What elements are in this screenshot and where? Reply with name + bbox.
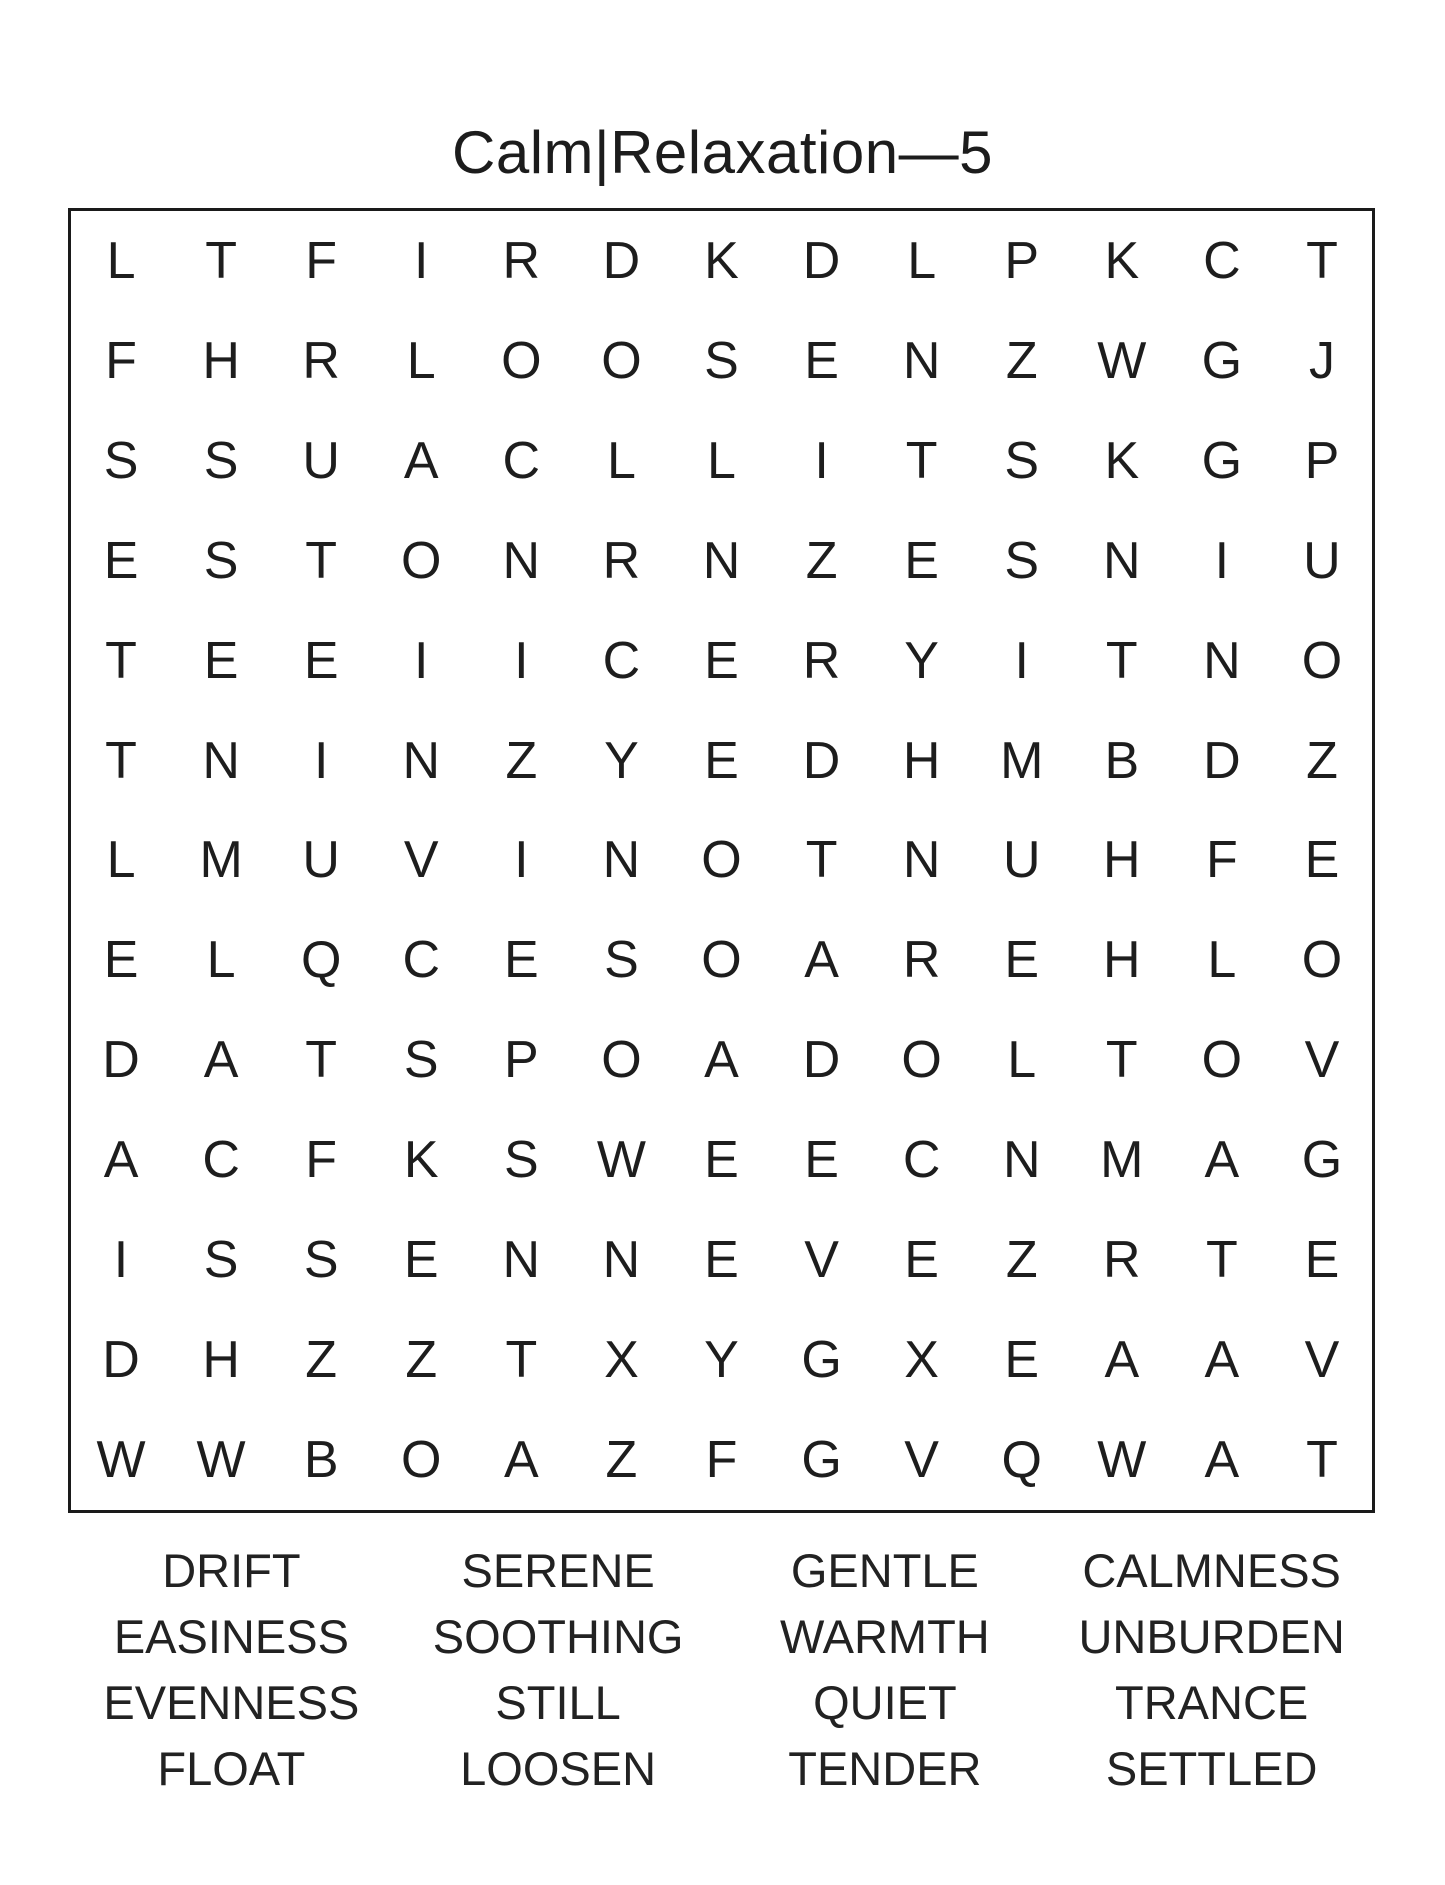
grid-letter-r13c8: G xyxy=(801,1431,842,1490)
grid-letter-r11c9: E xyxy=(904,1231,939,1290)
grid-letter-r11c2: S xyxy=(203,1231,239,1290)
grid-letter-r6c4: N xyxy=(402,731,441,790)
grid-letter-r11c10: Z xyxy=(1005,1231,1038,1290)
grid-letter-r5c8: R xyxy=(802,631,841,690)
grid-letter-r12c9: X xyxy=(904,1331,939,1390)
grid-letter-r9c8: D xyxy=(802,1031,841,1090)
grid-letter-r13c2: W xyxy=(196,1431,246,1490)
grid-letter-r6c1: T xyxy=(105,731,137,790)
grid-letter-r10c4: K xyxy=(403,1131,439,1190)
grid-letter-r3c1: S xyxy=(103,431,139,490)
grid-letter-r1c10: P xyxy=(1004,231,1040,290)
grid-letter-r9c13: V xyxy=(1304,1031,1340,1090)
grid-letter-r11c4: E xyxy=(403,1231,439,1290)
grid-letter-r8c4: C xyxy=(402,931,441,990)
grid-letter-r2c4: L xyxy=(406,331,436,390)
grid-letter-r5c10: I xyxy=(1014,631,1029,690)
grid-letter-r7c5: I xyxy=(514,831,529,890)
grid-letter-r13c11: W xyxy=(1097,1431,1147,1490)
grid-letter-r4c10: S xyxy=(1004,531,1040,590)
grid-letter-r3c8: I xyxy=(814,431,829,490)
grid-letter-r9c4: S xyxy=(403,1031,439,1090)
grid-letter-r4c13: U xyxy=(1303,531,1341,590)
grid-letter-r8c6: S xyxy=(604,931,639,990)
puzzle-title: Calm|Relaxation—5 xyxy=(452,119,993,186)
word-column-2 xyxy=(395,1538,722,1802)
word-item: TRANCE xyxy=(1115,1676,1309,1729)
grid-letter-r1c4: I xyxy=(414,231,429,290)
grid-letter-r6c10: M xyxy=(1000,731,1044,790)
word-item: SETTLED xyxy=(1105,1742,1318,1795)
grid-letter-r12c2: H xyxy=(202,1331,240,1390)
grid-letter-r12c5: T xyxy=(505,1331,538,1390)
grid-letter-r5c2: E xyxy=(203,631,239,690)
word-item: WARMTH xyxy=(780,1610,990,1663)
grid-letter-r1c6: D xyxy=(602,231,641,290)
word-item: STILL xyxy=(495,1676,621,1729)
grid-letter-r10c9: C xyxy=(902,1131,941,1190)
grid-letter-r12c12: A xyxy=(1204,1331,1240,1390)
grid-letter-r4c8: Z xyxy=(805,531,838,590)
grid-letter-r7c12: F xyxy=(1206,831,1238,890)
grid-letter-r13c10: Q xyxy=(1001,1431,1042,1490)
grid-letter-r5c7: E xyxy=(704,631,739,690)
grid-letter-r7c1: L xyxy=(106,831,136,890)
grid-letter-r4c2: S xyxy=(203,531,239,590)
grid-letter-r4c11: N xyxy=(1103,531,1141,590)
word-item: FLOAT xyxy=(157,1742,306,1795)
grid-letter-r5c4: I xyxy=(414,631,429,690)
grid-letter-r7c8: T xyxy=(805,831,838,890)
grid-letter-r2c7: S xyxy=(704,331,739,390)
grid-letter-r7c3: U xyxy=(302,831,340,890)
grid-letter-r8c7: O xyxy=(701,931,742,990)
grid-letter-r9c2: A xyxy=(203,1031,239,1090)
grid-letter-r6c6: Y xyxy=(604,731,639,790)
grid-letter-r10c1: A xyxy=(103,1131,139,1190)
grid-letter-r3c4: A xyxy=(403,431,439,490)
grid-letter-r8c11: H xyxy=(1103,931,1141,990)
grid-letter-r6c5: Z xyxy=(505,731,538,790)
grid-letter-r2c1: F xyxy=(105,331,137,390)
grid-letter-r10c12: A xyxy=(1204,1131,1240,1190)
grid-letter-r5c1: T xyxy=(105,631,137,690)
grid-letter-r5c12: N xyxy=(1203,631,1241,690)
grid-letter-r12c10: E xyxy=(1004,1331,1040,1390)
grid-letter-r11c3: S xyxy=(303,1231,339,1290)
grid-letter-r1c2: T xyxy=(205,231,237,290)
grid-letter-r6c8: D xyxy=(802,731,841,790)
grid-letter-r2c8: E xyxy=(804,331,839,390)
grid-letter-r13c12: A xyxy=(1204,1431,1240,1490)
word-column-3 xyxy=(722,1538,1049,1802)
grid-letter-r9c12: O xyxy=(1201,1031,1243,1090)
grid-letter-r9c5: P xyxy=(503,1031,539,1090)
grid-letter-r10c7: E xyxy=(704,1131,739,1190)
grid-letter-r8c9: R xyxy=(902,931,941,990)
grid-letter-r1c7: K xyxy=(704,231,739,290)
word-item: DRIFT xyxy=(162,1544,301,1597)
grid-letter-r11c8: V xyxy=(804,1231,839,1290)
grid-letter-r13c4: O xyxy=(401,1431,442,1490)
letter-grid xyxy=(68,208,1375,1513)
grid-letter-r1c5: R xyxy=(502,231,541,290)
word-list xyxy=(68,1538,1375,1802)
grid-letter-r3c3: U xyxy=(302,431,340,490)
grid-letter-r6c9: H xyxy=(902,731,941,790)
grid-letter-r2c12: G xyxy=(1201,331,1243,390)
grid-letter-r12c13: V xyxy=(1304,1331,1340,1390)
grid-letter-r7c4: V xyxy=(403,831,439,890)
grid-letter-r1c1: L xyxy=(106,231,136,290)
grid-letter-r1c12: C xyxy=(1203,231,1241,290)
grid-letter-r9c11: T xyxy=(1105,1031,1138,1090)
grid-letter-r6c3: I xyxy=(313,731,329,790)
grid-letter-r10c2: C xyxy=(202,1131,240,1190)
word-item: EASINESS xyxy=(113,1610,349,1663)
grid-letter-r3c6: L xyxy=(606,431,636,490)
grid-letter-r13c13: T xyxy=(1306,1431,1338,1490)
grid-letter-r3c12: G xyxy=(1201,431,1243,490)
grid-letter-r9c7: A xyxy=(704,1031,739,1090)
grid-letter-r7c11: H xyxy=(1103,831,1141,890)
grid-letter-r3c9: T xyxy=(905,431,938,490)
word-column-1 xyxy=(68,1538,395,1802)
grid-letter-r12c7: Y xyxy=(704,1331,739,1390)
grid-letter-r5c9: Y xyxy=(904,631,939,690)
grid-letter-r7c6: N xyxy=(602,831,641,890)
grid-letter-r10c5: S xyxy=(503,1131,539,1190)
grid-letter-r8c5: E xyxy=(503,931,539,990)
grid-letter-r10c13: G xyxy=(1301,1131,1343,1190)
grid-letter-r9c1: D xyxy=(102,1031,140,1090)
grid-letter-r7c13: E xyxy=(1304,831,1340,890)
word-item: UNBURDEN xyxy=(1078,1610,1345,1663)
grid-letter-r4c4: O xyxy=(401,531,442,590)
grid-letter-r1c8: D xyxy=(802,231,841,290)
grid-letter-r11c7: E xyxy=(704,1231,739,1290)
grid-letter-r11c6: N xyxy=(602,1231,641,1290)
grid-letter-r5c3: E xyxy=(303,631,339,690)
grid-letter-r5c5: I xyxy=(514,631,529,690)
grid-letter-r2c9: N xyxy=(902,331,941,390)
grid-letter-r9c9: O xyxy=(901,1031,942,1090)
grid-letter-r13c1: W xyxy=(96,1431,146,1490)
grid-letter-r1c13: T xyxy=(1306,231,1338,290)
grid-letter-r4c3: T xyxy=(305,531,338,590)
grid-letter-r8c13: O xyxy=(1301,931,1343,990)
grid-letter-r6c12: D xyxy=(1203,731,1241,790)
grid-letter-r9c10: L xyxy=(1007,1031,1037,1090)
grid-letter-r11c11: R xyxy=(1103,1231,1141,1290)
grid-letter-r2c10: Z xyxy=(1005,331,1038,390)
grid-letter-r6c13: Z xyxy=(1306,731,1338,790)
grid-letter-r10c11: M xyxy=(1100,1131,1144,1190)
grid-letter-r2c5: O xyxy=(501,331,542,390)
grid-letter-r10c6: W xyxy=(596,1131,646,1190)
grid-letter-r11c12: T xyxy=(1206,1231,1238,1290)
grid-letter-r3c2: S xyxy=(203,431,239,490)
grid-letter-r3c11: K xyxy=(1104,431,1140,490)
word-column-4 xyxy=(1048,1538,1375,1802)
grid-letter-r3c5: C xyxy=(502,431,541,490)
grid-letter-r2c11: W xyxy=(1097,331,1147,390)
grid-letter-r4c1: E xyxy=(103,531,139,590)
grid-letter-r8c1: E xyxy=(103,931,139,990)
grid-letter-r8c12: L xyxy=(1207,931,1237,990)
word-item: TENDER xyxy=(788,1742,982,1795)
grid-letter-r3c13: P xyxy=(1304,431,1340,490)
word-item: CALMNESS xyxy=(1082,1544,1341,1597)
grid-letter-r2c13: J xyxy=(1308,331,1335,390)
grid-letter-r12c6: X xyxy=(604,1331,639,1390)
word-item: LOOSEN xyxy=(460,1742,657,1795)
grid-letter-r3c10: S xyxy=(1004,431,1040,490)
grid-letter-r8c8: A xyxy=(804,931,839,990)
grid-letter-r13c7: F xyxy=(705,1431,738,1490)
grid-letter-r8c3: Q xyxy=(300,931,342,990)
grid-letter-r3c7: L xyxy=(707,431,736,490)
grid-letter-r7c2: M xyxy=(199,831,243,890)
grid-letter-r10c8: E xyxy=(804,1131,839,1190)
grid-letter-r7c7: O xyxy=(701,831,742,890)
grid-letter-r5c13: O xyxy=(1301,631,1343,690)
grid-letter-r5c11: T xyxy=(1105,631,1138,690)
grid-letter-r8c2: L xyxy=(206,931,236,990)
grid-letter-r12c8: G xyxy=(801,1331,842,1390)
grid-letter-r4c9: E xyxy=(904,531,939,590)
grid-letter-r13c3: B xyxy=(303,1431,339,1490)
grid-letter-r12c4: Z xyxy=(405,1331,438,1390)
grid-letter-r12c11: A xyxy=(1104,1331,1140,1390)
grid-letter-r13c5: A xyxy=(503,1431,539,1490)
grid-letter-r11c1: I xyxy=(113,1231,129,1290)
grid-letter-r7c9: N xyxy=(902,831,941,890)
grid-letter-r12c1: D xyxy=(102,1331,140,1390)
grid-letter-r6c2: N xyxy=(202,731,240,790)
grid-letter-r10c3: F xyxy=(305,1131,338,1190)
grid-letter-r1c11: K xyxy=(1104,231,1140,290)
grid-letter-r1c3: F xyxy=(305,231,338,290)
grid-letter-r6c7: E xyxy=(704,731,739,790)
grid-letter-r4c7: N xyxy=(702,531,741,590)
word-item: QUIET xyxy=(813,1676,957,1729)
grid-letter-r11c13: E xyxy=(1304,1231,1340,1290)
grid-letter-r6c11: B xyxy=(1104,731,1140,790)
word-item: SOOTHING xyxy=(432,1610,684,1663)
grid-letter-r9c6: O xyxy=(601,1031,642,1090)
grid-letter-r2c6: O xyxy=(601,331,642,390)
word-item: SERENE xyxy=(461,1544,655,1597)
grid-letter-r4c5: N xyxy=(502,531,541,590)
grid-letter-r12c3: Z xyxy=(305,1331,338,1390)
grid-letter-r9c3: T xyxy=(305,1031,338,1090)
grid-letter-r7c10: U xyxy=(1002,831,1041,890)
grid-letter-r10c10: N xyxy=(1002,1131,1041,1190)
grid-letter-r5c6: C xyxy=(602,631,641,690)
word-item: GENTLE xyxy=(790,1544,979,1597)
grid-letter-r2c2: H xyxy=(202,331,240,390)
grid-letter-r11c5: N xyxy=(502,1231,541,1290)
grid-letter-r4c6: R xyxy=(602,531,641,590)
grid-letter-r13c9: V xyxy=(904,1431,939,1490)
grid-letter-r13c6: Z xyxy=(605,1431,638,1490)
grid-letter-r4c12: I xyxy=(1214,531,1230,590)
grid-letter-r1c9: L xyxy=(907,231,937,290)
word-item: EVENNESS xyxy=(103,1676,360,1729)
grid-letter-r2c3: R xyxy=(302,331,340,390)
grid-letter-r8c10: E xyxy=(1004,931,1040,990)
